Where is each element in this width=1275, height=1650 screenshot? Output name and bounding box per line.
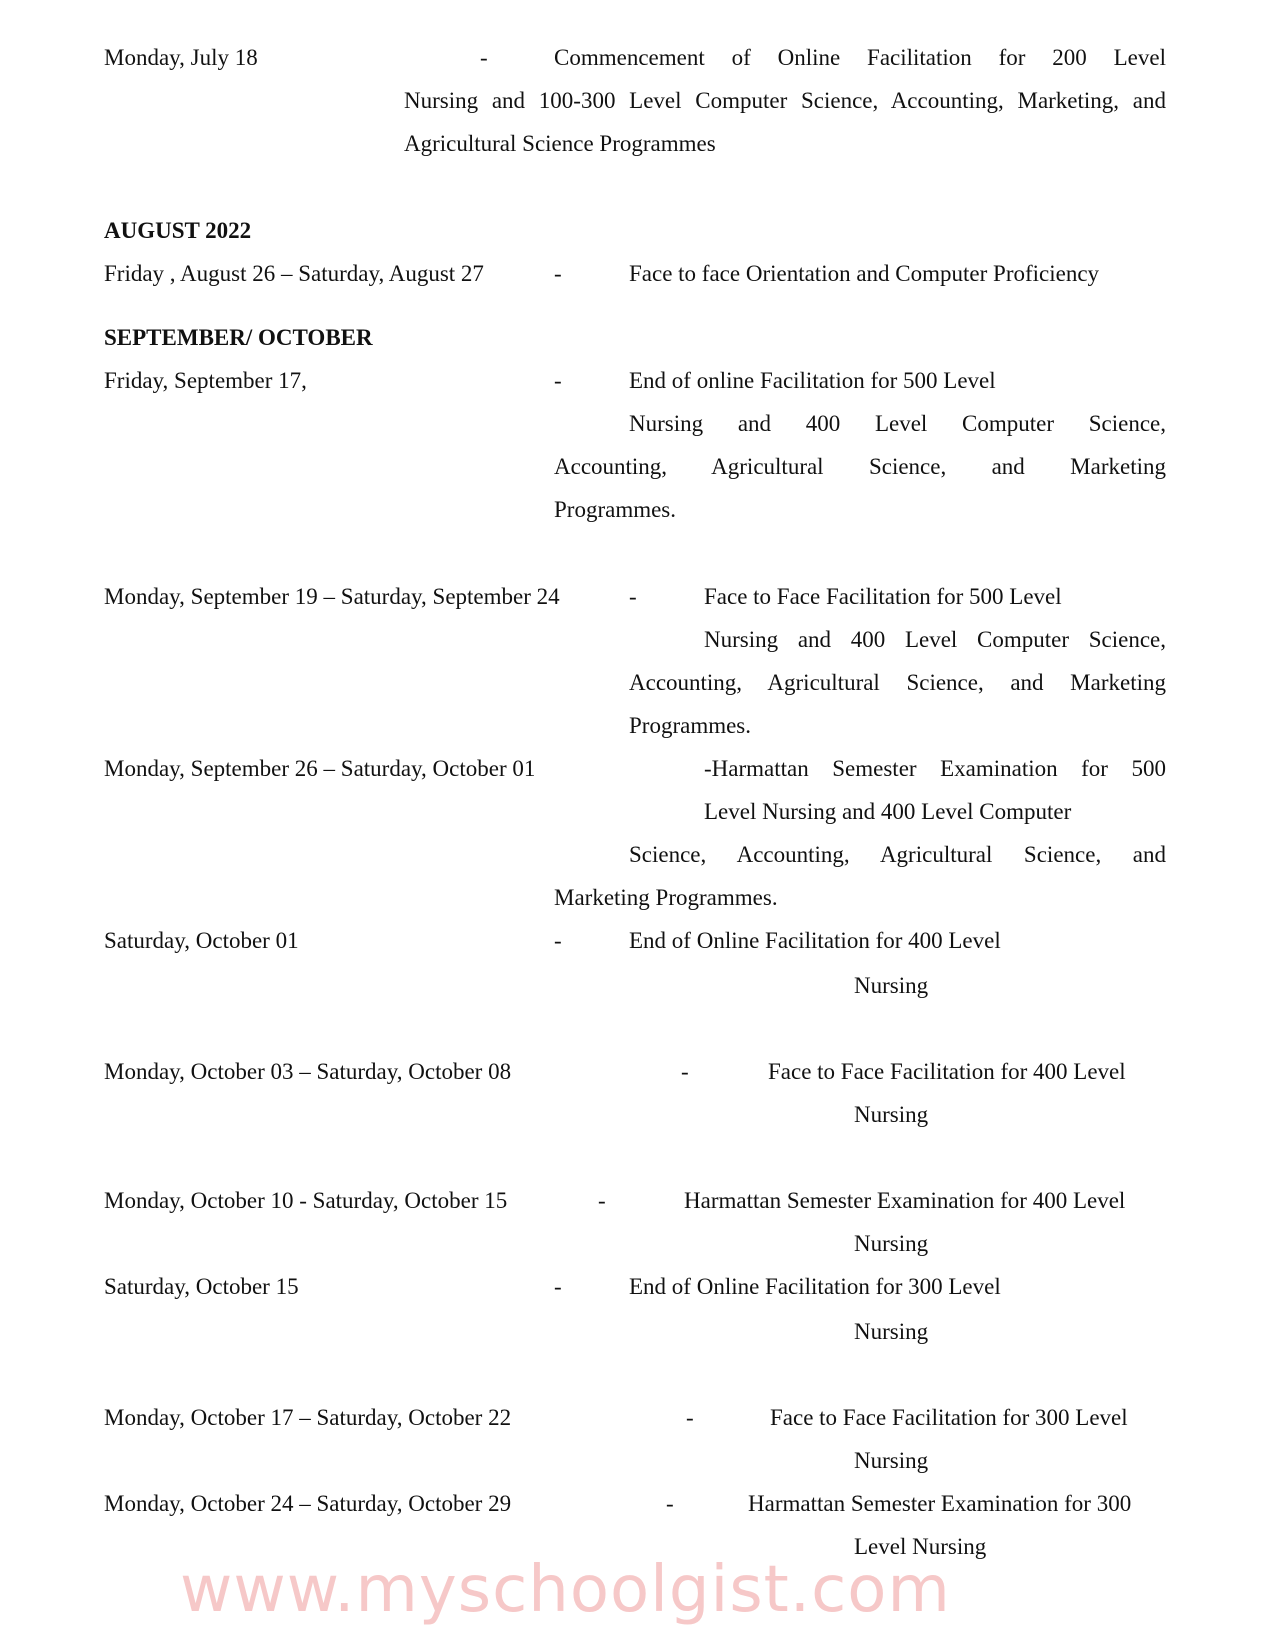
entry-date: Monday, September 26 – Saturday, October 01 [104, 756, 536, 781]
entry-date: Monday, July 18 [104, 45, 258, 70]
entry-line: Commencement of Online Facilitation for 200 Level [554, 45, 1166, 70]
entry-line: Level Nursing and 400 Level Computer [704, 799, 1072, 824]
entry-date: Friday, September 17, [104, 368, 307, 393]
entry-date: Monday, October 17 – Saturday, October 22 [104, 1405, 512, 1430]
entry-line: Level Nursing [854, 1534, 987, 1559]
entry-line: Harmattan Semester Examination for 300 [748, 1491, 1132, 1516]
entry-line: Programmes. [554, 497, 677, 522]
entry-line: End of Online Facilitation for 300 Level [629, 1274, 1001, 1299]
entry-line: Accounting, Agricultural Science, and Marketing [629, 670, 1166, 695]
entry-dash: - [554, 261, 562, 286]
entry-line: Nursing and 400 Level Computer Science, [704, 627, 1166, 652]
entry-line: Nursing [854, 1448, 929, 1473]
entry-line: Face to Face Facilitation for 300 Level [770, 1405, 1128, 1430]
section-heading: AUGUST 2022 [104, 218, 252, 243]
entry-dash: - [681, 1059, 689, 1084]
entry-date: Saturday, October 01 [104, 928, 299, 953]
entry-date: Monday, October 24 – Saturday, October 29 [104, 1491, 512, 1516]
entry-line: Nursing [854, 973, 929, 998]
entry-line: Face to Face Facilitation for 500 Level [704, 584, 1062, 609]
entry-line: Harmattan Semester Examination for 400 Level [684, 1188, 1126, 1213]
entry-dash: - [666, 1491, 674, 1516]
entry-line: Agricultural Science Programmes [404, 131, 716, 156]
entry-dash: - [554, 928, 562, 953]
entry-line: End of Online Facilitation for 400 Level [629, 928, 1001, 953]
entry-line: End of online Facilitation for 500 Level [629, 368, 996, 393]
entry-line: Science, Accounting, Agricultural Science, and [629, 842, 1166, 867]
section-heading: SEPTEMBER/ OCTOBER [104, 325, 373, 350]
entry-dash: - [554, 1274, 562, 1299]
entry-date: Monday, September 19 – Saturday, September 24 [104, 584, 560, 609]
entry-date: Monday, October 03 – Saturday, October 08 [104, 1059, 512, 1084]
entry-line: -Harmattan Semester Examination for 500 [704, 756, 1166, 781]
entry-dash: - [598, 1188, 606, 1213]
entry-date: Friday , August 26 – Saturday, August 27 [104, 261, 484, 286]
entry-dash: - [554, 368, 562, 393]
entry-line: Nursing [854, 1319, 929, 1344]
entry-line: Face to face Orientation and Computer Proficiency [629, 261, 1100, 286]
entry-line: Programmes. [629, 713, 752, 738]
entry-line: Nursing and 100-300 Level Computer Science, Accounting, Marketing, and [404, 88, 1166, 113]
watermark: www.myschoolgist.com [180, 1553, 951, 1627]
entry-line: Marketing Programmes. [554, 885, 778, 910]
entry-line: Face to Face Facilitation for 400 Level [768, 1059, 1126, 1084]
entry-line: Nursing and 400 Level Computer Science, [629, 411, 1166, 436]
entry-line: Nursing [854, 1102, 929, 1127]
entry-date: Monday, October 10 - Saturday, October 15 [104, 1188, 508, 1213]
entry-dash: - [480, 45, 488, 70]
entry-date: Saturday, October 15 [104, 1274, 299, 1299]
entry-dash: - [629, 584, 637, 609]
entry-dash: - [686, 1405, 694, 1430]
entry-line: Accounting, Agricultural Science, and Marketing [554, 454, 1166, 479]
entry-line: Nursing [854, 1231, 929, 1256]
